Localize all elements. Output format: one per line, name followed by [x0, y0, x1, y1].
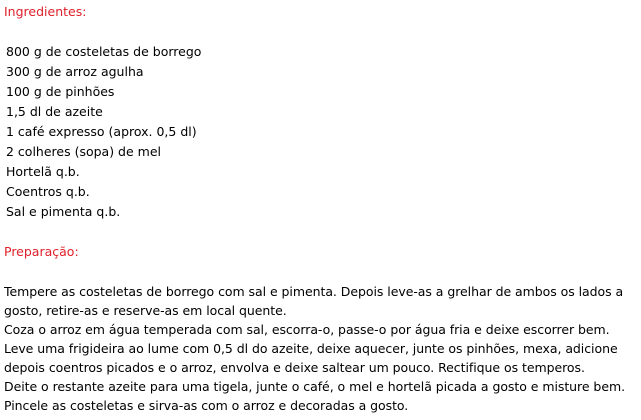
preparation-text: [4, 282, 634, 415]
ingredient-item: Hortelã q.b.: [6, 164, 80, 179]
preparation-step: Deite o restante azeite para uma tigela, junte o café, o mel e hortelã picada a gosto e misture bem.: [4, 379, 626, 394]
ingredients-list: [6, 42, 201, 222]
ingredient-item: Coentros q.b.: [6, 184, 90, 199]
preparation-step: Tempere as costeletas de borrego com sal e pimenta. Depois leve-as a grelhar de ambos os lados a gosto, retire-as e reserve-as em local quente.: [4, 284, 624, 318]
ingredient-item: 1 café expresso (aprox. 0,5 dl): [6, 124, 197, 139]
ingredient-item: 800 g de costeletas de borrego: [6, 44, 202, 59]
preparation-heading: Preparação:: [4, 244, 79, 259]
ingredient-item: Sal e pimenta q.b.: [6, 204, 121, 219]
ingredient-item: 2 colheres (sopa) de mel: [6, 144, 161, 159]
ingredient-item: 100 g de pinhões: [6, 84, 115, 99]
ingredient-item: 1,5 dl de azeite: [6, 104, 103, 119]
preparation-step: Coza o arroz em água temperada com sal, escorra-o, passe-o por água fria e deixe escorrer bem. Leve uma frigideira ao lume com 0,5 dl do azeite, deixe aquecer, junte os pinhões, mexa, adicione depois coentros picados e o arroz, envolva e deixe saltear um pouco. Rectifique os temperos.: [4, 322, 618, 375]
preparation-step: Pincele as costeletas e sirva-as com o arroz e decoradas a gosto.: [4, 398, 409, 413]
ingredients-heading: Ingredientes:: [4, 4, 87, 19]
ingredient-item: 300 g de arroz agulha: [6, 64, 144, 79]
